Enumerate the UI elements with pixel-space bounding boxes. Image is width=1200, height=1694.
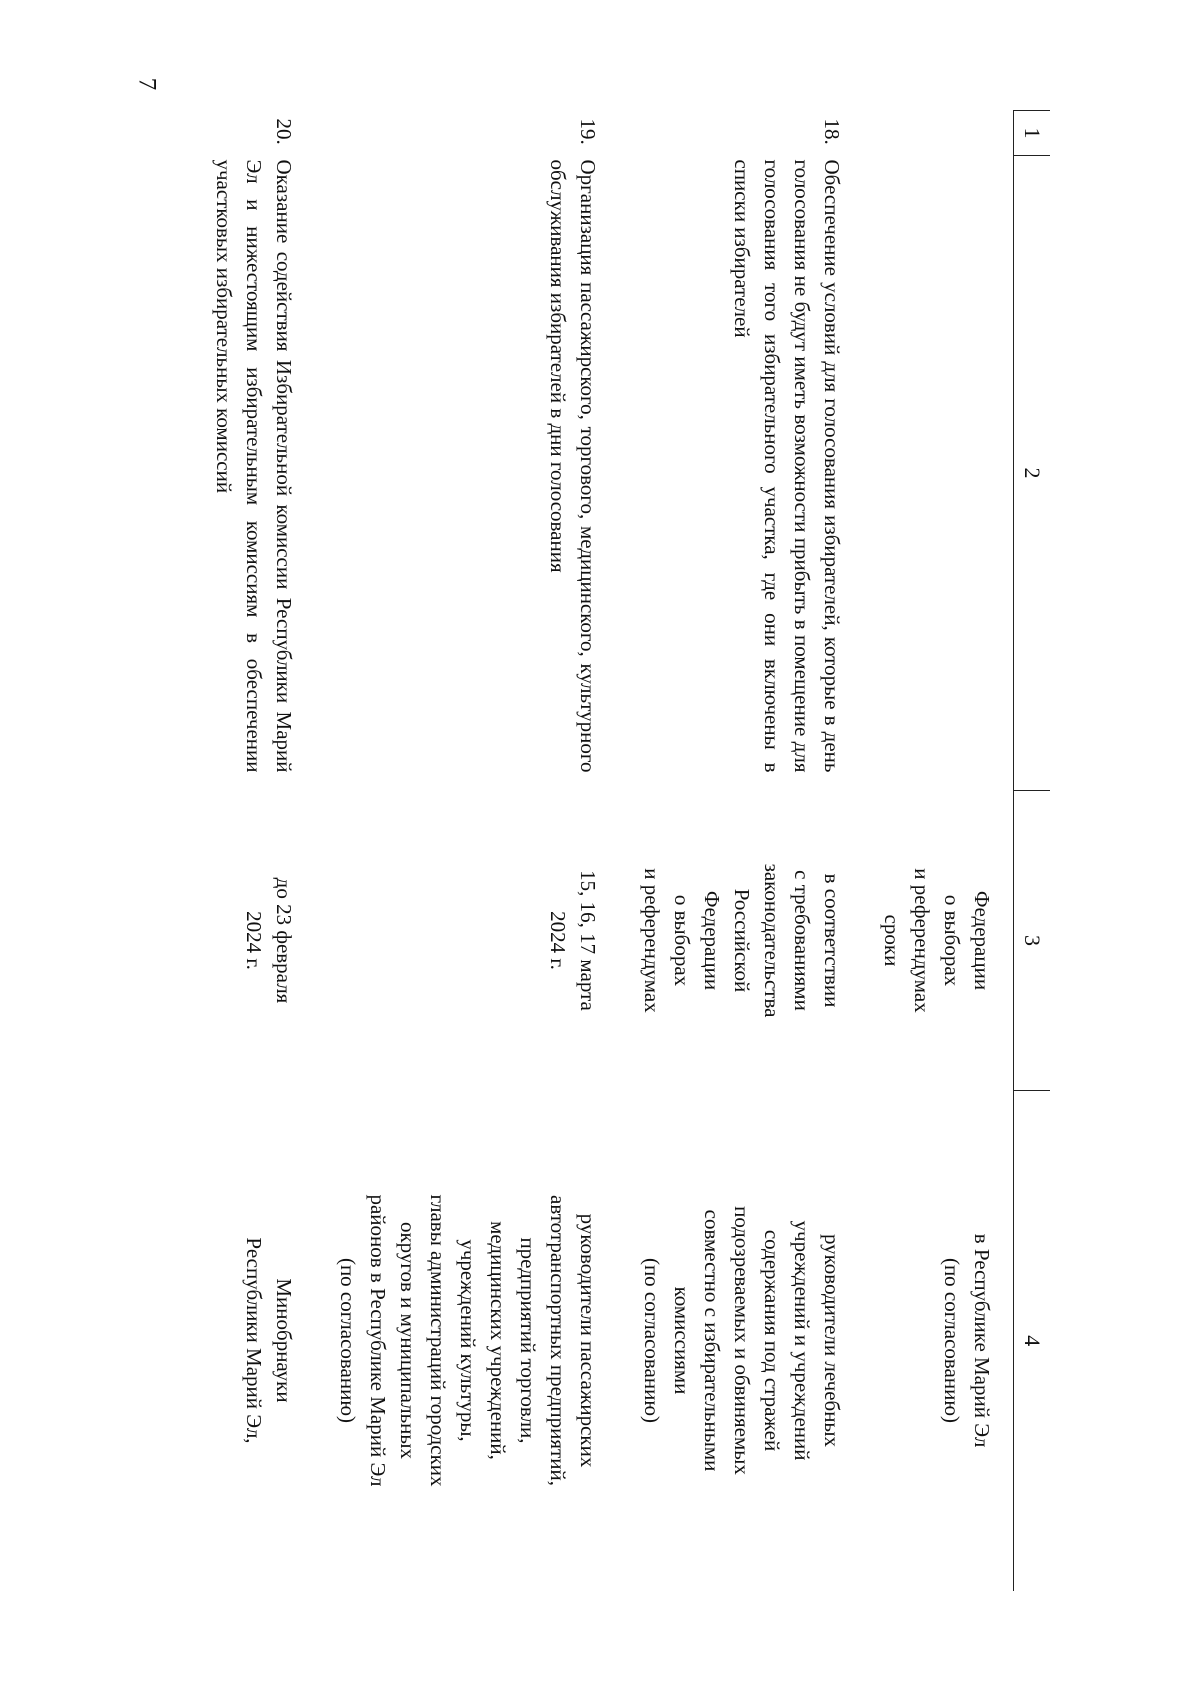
cell-activity: Оказание содействия Избирательной комиссии Республики Марий Эл и нижестоящим избирательным комиссиям в обеспечении участковых избирательных комиссий <box>212 159 296 773</box>
cell-term: Федерации о выборах и референдумах сроки <box>880 868 994 1013</box>
cell-activity: Организация пассажирского, торгового, медицинского, культурного обслуживания избирателей в дни голосования <box>546 159 600 773</box>
table-row-continuation <box>847 111 1014 1591</box>
table-header-row <box>1014 111 1051 1591</box>
cell-responsible: руководители пассажирских автотранспортных предприятий, предприятий торговли, медицинских учреждений, учреждений культуры, главы администраций городских округов и муниципальных районов в Республике Марий Эл (по согласованию) <box>336 1194 600 1487</box>
column-header: 1 <box>1014 111 1051 156</box>
cell-term: 15, 16, 17 марта 2024 г. <box>546 870 600 1011</box>
column-header: 4 <box>1014 1091 1051 1591</box>
column-header: 2 <box>1014 156 1051 791</box>
plan-table <box>175 110 1050 1591</box>
cell-term: в соответствии с требованиями законодательства Российской Федерации о выборах и референдумах <box>640 863 844 1018</box>
cell-num <box>847 111 1014 156</box>
table-row <box>175 111 299 1591</box>
cell-activity: Обеспечение условий для голосования избирателей, которые в день голосования не будут иметь возможности прибыть в помещение для голосования того избирательного участка, где они включены в списки избирателей <box>730 159 844 773</box>
column-header: 3 <box>1014 791 1051 1091</box>
table-row <box>299 111 603 1591</box>
page-number: 7 <box>133 77 161 91</box>
cell-responsible: Минобрнауки Республики Марий Эл, <box>242 1237 296 1444</box>
cell-num: 20. <box>272 118 296 145</box>
cell-term: до 23 февраля 2024 г. <box>242 877 296 1004</box>
cell-responsible: в Республике Марий Эл (по согласованию) <box>940 1233 994 1448</box>
cell-num: 18. <box>820 118 844 145</box>
cell-num: 19. <box>576 118 600 145</box>
rotated-page-content <box>212 110 1050 1590</box>
cell-responsible: руководители лечебных учреждений и учреждений содержания под стражей подозреваемых и обвиняемых совместно с избирательными комиссиями (по согласованию) <box>640 1206 844 1475</box>
table-row <box>603 111 847 1591</box>
cell-activity <box>847 156 1014 791</box>
